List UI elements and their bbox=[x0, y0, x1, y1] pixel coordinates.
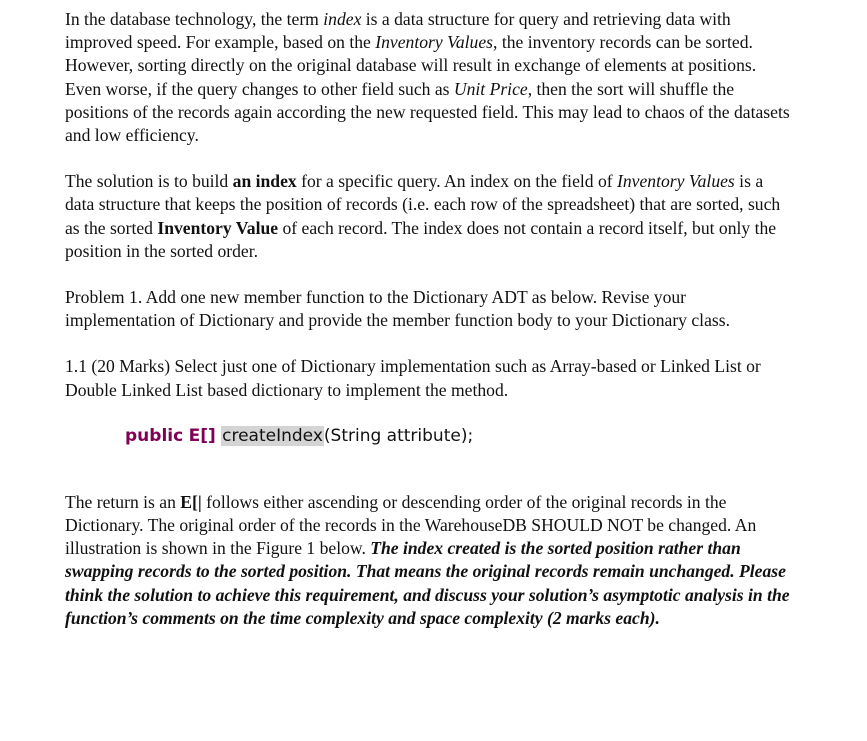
term-unit-price: Unit Price bbox=[453, 78, 528, 99]
return-type: E[] bbox=[188, 425, 216, 446]
problem-1-1-paragraph: 1.1 (20 Marks) Select just one of Dictionary implementation such as Array-based or Linked List or Double Linked List based dictionary to implement the method. bbox=[65, 356, 761, 400]
solution-paragraph bbox=[65, 170, 795, 263]
term-inventory-values: Inventory Values bbox=[375, 32, 494, 53]
text-span: for a specific query. An index on the field of bbox=[296, 171, 618, 192]
term-an-index: an index bbox=[232, 171, 297, 192]
text-span: , then the sort will shuffle the positions of the records again according the new requested field. This may lead to chaos of the datasets and low efficiency. bbox=[65, 78, 790, 146]
method-signature bbox=[125, 425, 795, 447]
intro-paragraph bbox=[65, 8, 795, 147]
document-page bbox=[65, 8, 795, 630]
term-index: index bbox=[323, 9, 362, 29]
text-span: The return is an bbox=[65, 491, 181, 512]
term-e-array: E[| bbox=[180, 491, 202, 512]
problem-1-paragraph: Problem 1. Add one new member function to the Dictionary ADT as below. Revise your implementation of Dictionary and provide the member function body to your Dictionary class. bbox=[65, 287, 730, 331]
text-span: In the database technology, the term bbox=[65, 9, 324, 29]
return-paragraph bbox=[65, 491, 795, 630]
text-span: of each record. The index does not contain a record itself, but only the position in the sorted order. bbox=[65, 217, 777, 261]
text-span: is a data structure for query and retrieving data with improved speed. For example, based on the bbox=[65, 9, 731, 53]
text-span: , the inventory records can be sorted. However, sorting directly on the original database will result in exchange of elements at positions. Even worse, if the query changes to other field such as bbox=[65, 32, 757, 99]
method-params: (String attribute); bbox=[323, 425, 474, 446]
term-inventory-value: Inventory Value bbox=[157, 217, 279, 238]
text-span: The solution is to build bbox=[65, 171, 233, 192]
method-name: createIndex bbox=[222, 425, 323, 446]
text-span: follows either ascending or descending order of the original records in the Dictionary. The original order of the records in the WarehouseDB SHOULD NOT be changed. An illustration is shown in the Figure 1 below. bbox=[65, 491, 757, 559]
keyword-public: public bbox=[125, 425, 184, 446]
requirement-emphasis: The index created is the sorted position rather than swapping records to the sorted position. That means the original records remain unchanged. Please think the solution to achieve this requirement, and discuss your solution’s asymptotic analysis in the function’s comments on the time complexity and space complexity (2 marks each). bbox=[65, 538, 790, 628]
term-inventory-values: Inventory Values bbox=[617, 171, 735, 192]
text-span: is a data structure that keeps the position of records (i.e. each row of the spreadsheet) that are sorted, such as the sorted bbox=[65, 171, 781, 238]
